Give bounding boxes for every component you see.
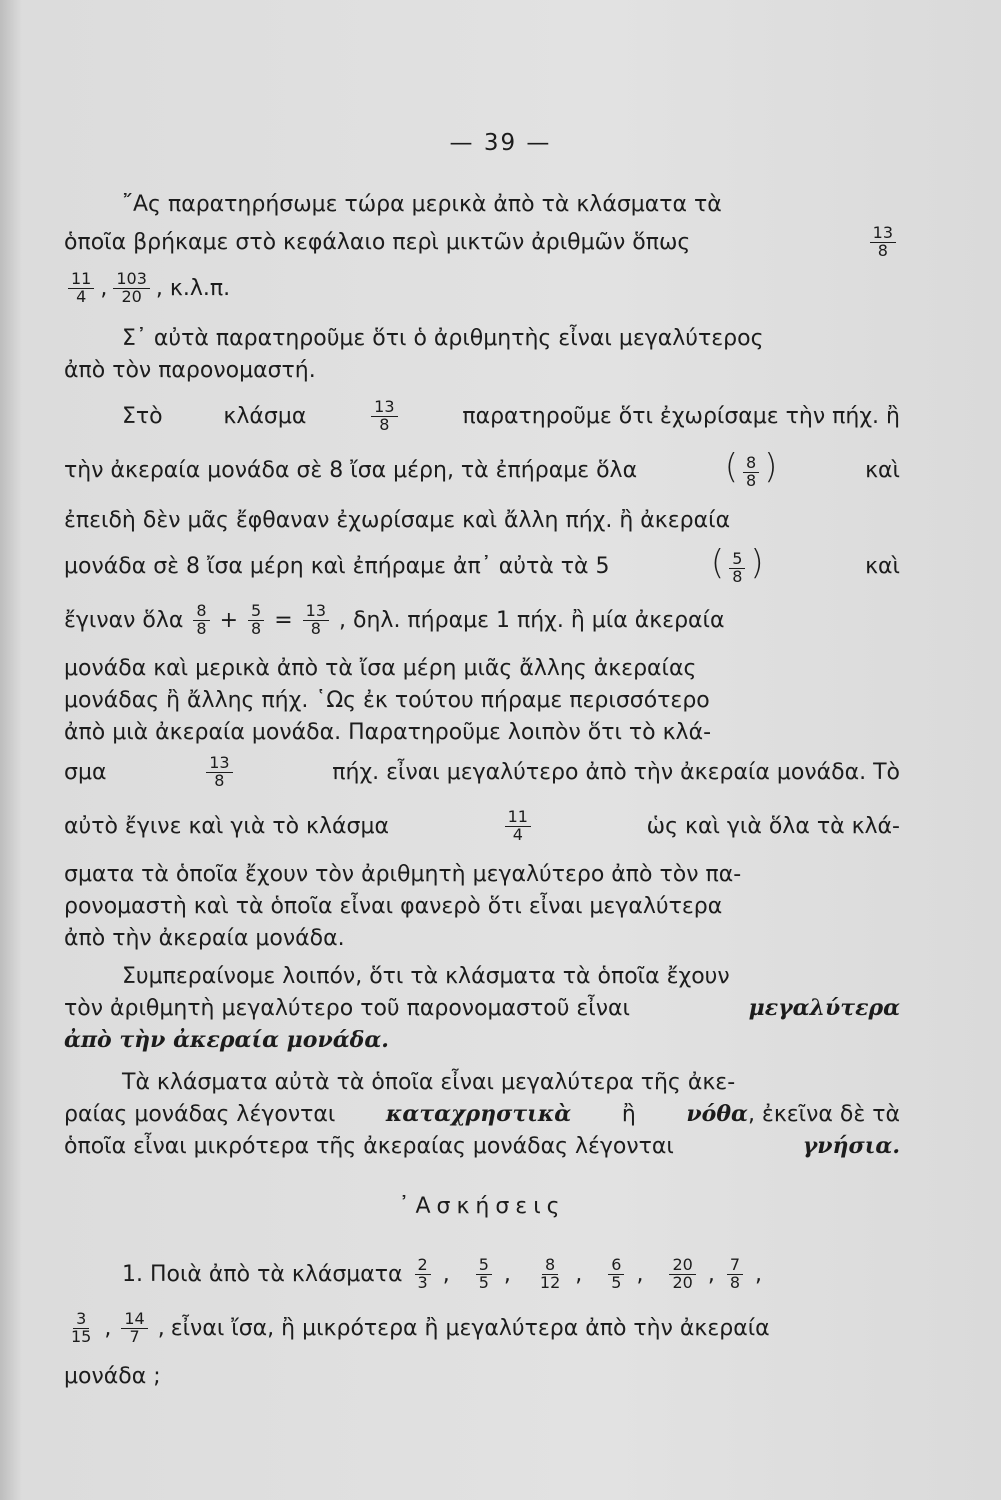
paragraph-text: σμα (64, 759, 107, 785)
text-line (64, 1308, 900, 1348)
fraction: $\frac{13}{8}$ (206, 755, 232, 790)
text-line (64, 500, 900, 540)
paragraph-text: Συμπεραίνομε λοιπόν, ὅτι τὰ κλάσματα τὰ ὁποῖα ἔχουν (122, 963, 730, 989)
text-line (64, 1126, 900, 1166)
text-line (64, 268, 900, 308)
operator: = (274, 607, 293, 633)
operator: + (219, 607, 239, 633)
fraction: $\frac{5}{5}$ (476, 1257, 492, 1292)
fraction: $\frac{5}{8}$ (248, 603, 264, 638)
paragraph-text: ἀπὸ μιὰ ἀκεραία μονάδα. Παρατηροῦμε λοιπὸν ὅτι τὸ κλά- (64, 719, 712, 745)
emphasis-text: νόθα (686, 1101, 748, 1127)
text-line (64, 806, 900, 846)
separator: , (755, 1261, 763, 1287)
fraction: $\frac{7}{8}$ (727, 1257, 743, 1292)
paragraph-text: παρατηροῦμε ὅτι ἐχωρίσαμε τὴν πήχ. ἢ (462, 403, 900, 429)
paragraph-text: , ἐκεῖνα δὲ τὰ (747, 1102, 900, 1127)
exercise-text: 1. Ποιὰ ἀπὸ τὰ κλάσματα (122, 1261, 403, 1287)
section-heading: ᾿Ασκήσεις (398, 1193, 566, 1219)
fraction: $\frac{6}{5}$ (608, 1257, 624, 1292)
text-line (122, 396, 900, 436)
fraction: $\frac{3}{15}$ (71, 1308, 92, 1346)
text-line (64, 1356, 900, 1396)
paragraph-text: τὴν ἀκεραία μονάδα σὲ 8 ἴσα μέρη, τὰ ἐπήραμε ὅλα (64, 457, 638, 483)
paragraph-text: ἔγιναν ὅλα (64, 607, 184, 633)
paragraph-text: μονάδα καὶ μερικὰ ἀπὸ τὰ ἴσα μέρη μιᾶς ἄλλης ἀκεραίας (64, 655, 697, 681)
text-line (64, 1186, 900, 1226)
paragraph-text: ὁποῖα βρήκαμε στὸ κεφάλαιο περὶ μικτῶν ἀριθμῶν ὅπως (64, 229, 691, 255)
emphasis-text: μεγαλύτερα (748, 995, 900, 1021)
separator: , (636, 1261, 644, 1287)
fraction: $\frac{8}{12}$ (539, 1254, 561, 1292)
text-line (64, 918, 900, 958)
text-line (64, 543, 900, 586)
paragraph-text: τὸν ἀριθμητὴ μεγαλύτερο τοῦ παρονομαστοῦ εἶναι (64, 995, 630, 1021)
text-line (122, 184, 900, 224)
page-number: — 39 — (449, 130, 552, 156)
paren-fraction: ( $\frac{5}{8}$ ) (710, 543, 764, 586)
paragraph-text: Στὸ (122, 403, 163, 429)
paragraph-text: κλάσμα (223, 403, 307, 429)
paragraph-text: Τὰ κλάσματα αὐτὰ τὰ ὁποῖα εἶναι μεγαλύτερα τῆς ἀκε- (122, 1069, 736, 1095)
paragraph-text: πήχ. εἶναι μεγαλύτερο ἀπὸ τὴν ἀκεραία μονάδα. Τὸ (332, 759, 900, 785)
fraction: $\frac{13}{8}$ (371, 399, 397, 434)
paragraph-text: καὶ (865, 457, 900, 483)
exercise-text: εἶναι ἴσα, ἢ μικρότερα ἢ μεγαλύτερα ἀπὸ τὴν ἀκεραία (170, 1315, 770, 1341)
paragraph-text: , δηλ. πήραμε 1 πήχ. ἢ μία ἀκεραία (339, 607, 725, 633)
paragraph-text: ραίας μονάδας λέγονται (64, 1101, 336, 1127)
text-line (64, 447, 900, 490)
fraction: $\frac{103}{20}$ (113, 271, 150, 306)
emphasis-text: γνήσια. (802, 1133, 900, 1159)
separator: , (104, 1315, 112, 1341)
paragraph-text: ρονομαστὴ καὶ τὰ ὁποῖα εἶναι φανερὸ ὅτι εἶναι μεγαλύτερα (64, 893, 723, 919)
text-line (64, 350, 900, 390)
separator: , (442, 1261, 450, 1287)
exercise-text: μονάδα ; (64, 1363, 161, 1389)
paragraph-text: ἀπὸ τὴν ἀκεραία μονάδα. (64, 925, 345, 951)
separator: , (100, 275, 108, 301)
separator: , (503, 1261, 511, 1287)
paragraph-text: ἐπειδὴ δὲν μᾶς ἔφθαναν ἐχωρίσαμε καὶ ἄλλη πήχ. ἢ ἀκεραία (64, 507, 731, 533)
separator: , (707, 1261, 715, 1287)
fraction: $\frac{11}{4}$ (68, 271, 94, 306)
paren-fraction: ( $\frac{8}{8}$ ) (724, 447, 778, 490)
fraction: $\frac{8}{8}$ (193, 603, 209, 638)
paragraph-text: ἀπὸ τὸν παρονομαστή. (64, 357, 316, 383)
paragraph-text: αὐτὸ ἔγινε καὶ γιὰ τὸ κλάσμα (64, 813, 389, 839)
paragraph-text: μονάδα σὲ 8 ἴσα μέρη καὶ ἐπήραμε ἀπ᾽ αὐτὰ τὰ 5 (64, 553, 610, 579)
paragraph-text: σματα τὰ ὁποῖα ἔχουν τὸν ἀριθμητὴ μεγαλύτερο ἀπὸ τὸν πα- (64, 861, 742, 887)
text-line (64, 222, 900, 262)
paragraph-text: ὡς καὶ γιὰ ὅλα τὰ κλά- (646, 813, 900, 839)
paragraph-text: ἢ (621, 1101, 636, 1127)
paragraph-text: ὁποῖα εἶναι μικρότερα τῆς ἀκεραίας μονάδας λέγονται (64, 1133, 674, 1159)
paragraph-text: Σ᾽ αὐτὰ παρατηροῦμε ὅτι ὁ ἀριθμητὴς εἶναι μεγαλύτερος (122, 325, 764, 351)
text-line (64, 712, 900, 752)
fraction: $\frac{2}{3}$ (415, 1257, 431, 1292)
paragraph-text: ῎Ας παρατηρήσωμε τώρα μερικὰ ἀπὸ τὰ κλάσματα τὰ (122, 191, 722, 217)
paragraph-text: καὶ (865, 553, 900, 579)
fraction: $\frac{20}{20}$ (669, 1257, 695, 1292)
paragraph-text: , κ.λ.π. (155, 275, 231, 301)
emphasis-text: καταχρηστικὰ (385, 1101, 572, 1127)
paragraph-text: μονάδας ἢ ἄλλης πήχ. ῾Ως ἐκ τούτου πήραμε περισσότερο (64, 687, 710, 713)
fraction: $\frac{13}{8}$ (303, 603, 329, 638)
text-line (64, 752, 900, 792)
text-line (64, 600, 900, 640)
text-line (122, 1254, 900, 1294)
fraction: $\frac{14}{7}$ (121, 1311, 147, 1346)
separator: , (157, 1315, 165, 1341)
fraction: $\frac{11}{4}$ (505, 809, 531, 844)
separator: , (575, 1261, 583, 1287)
emphasis-text: ἀπὸ τὴν ἀκεραία μονάδα. (64, 1027, 389, 1053)
text-line (64, 1020, 900, 1060)
fraction: $\frac{13}{8}$ (870, 225, 896, 260)
